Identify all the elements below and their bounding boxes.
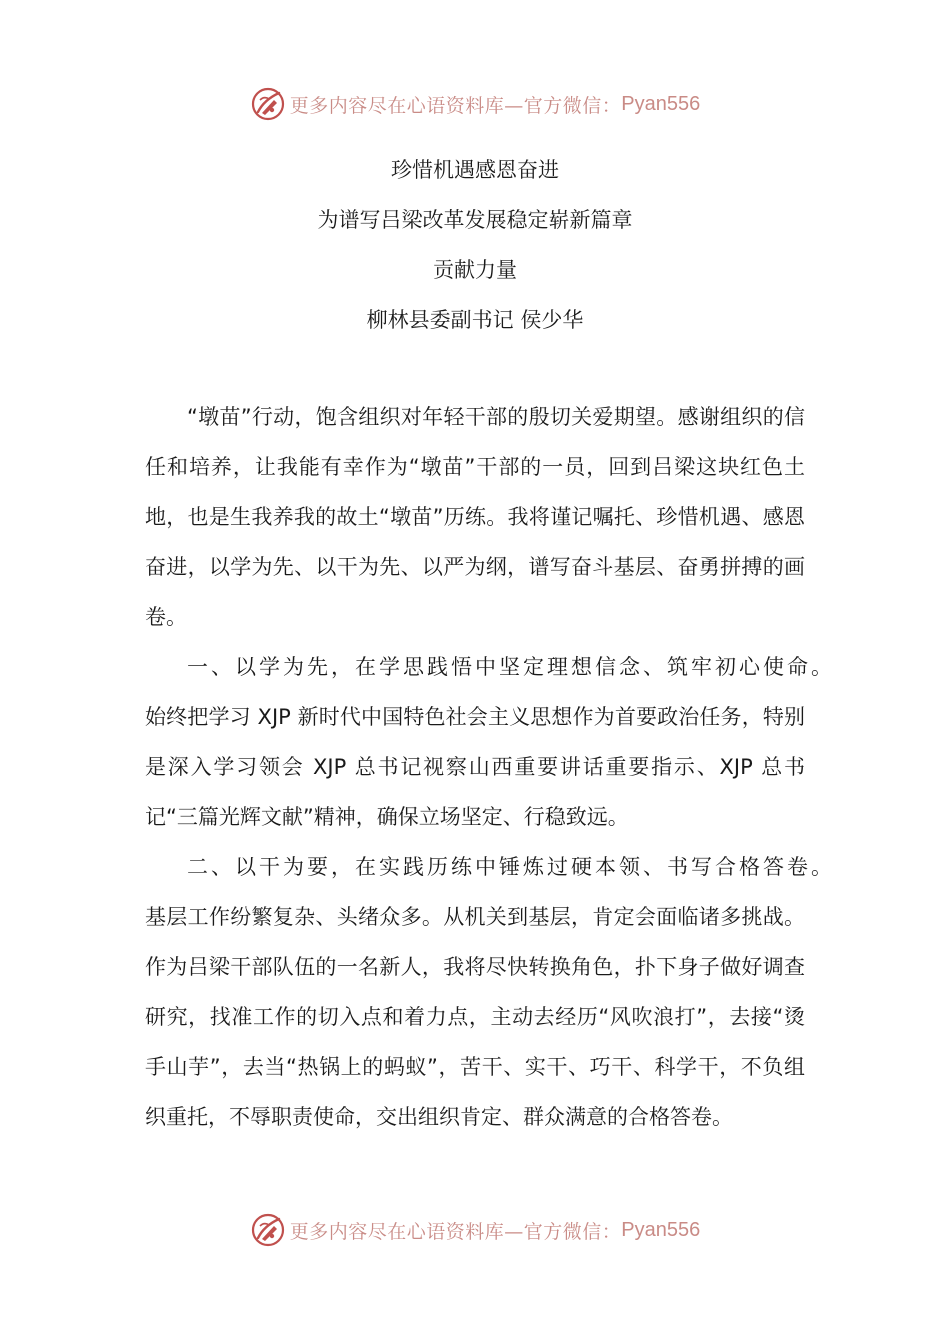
- author-line: 柳林县委副书记 侯少华: [366, 308, 584, 332]
- title-line-2: 为谱写吕梁改革发展稳定崭新篇章: [317, 208, 633, 232]
- title-line-1: 珍惜机遇感恩奋进: [391, 158, 559, 182]
- watermark-logo-icon: [250, 1212, 286, 1248]
- watermark-logo-icon: [250, 86, 286, 122]
- intro-paragraph: “墩苗”行动，饱含组织对年轻干部的殷切关爱期望。感谢组织的信任和培养，让我能有幸作为“墩苗”干部的一员，回到吕梁这块红色土地，也是生我养我的故土“墩苗”历练。我将谨记嘱托、珍惜机遇、感恩奋进，以学为先、以干为先、以严为纲，谱写奋斗基层、奋勇拼搏的画卷。: [145, 405, 805, 629]
- section-2-heading: 二、以干为要，在实践历练中锤炼过硬本领、书写合格答卷。: [187, 855, 835, 879]
- section-2: [145, 842, 835, 1142]
- title-line-3: 贡献力量: [433, 258, 517, 282]
- watermark-banner-top: [0, 84, 950, 124]
- section-1-text: 始终把学习 XJP 新时代中国特色社会主义思想作为首要政治任务，特别是深入学习领会 XJP 总书记视察山西重要讲话重要指示、XJP 总书记“三篇光辉文献”精神，确保立场坚定、行稳致远。: [145, 705, 805, 829]
- watermark-wechat-id: Pyan556: [621, 92, 701, 115]
- watermark-banner-bottom: [0, 1210, 950, 1250]
- watermark-wechat-id: Pyan556: [621, 1218, 701, 1241]
- watermark-text: 更多内容尽在心语资料库—官方微信：: [289, 94, 622, 117]
- watermark-text: 更多内容尽在心语资料库—官方微信：: [289, 1220, 622, 1243]
- section-2-text: 基层工作纷繁复杂、头绪众多。从机关到基层，肯定会面临诸多挑战。作为吕梁干部队伍的一名新人，我将尽快转换角色，扑下身子做好调查研究，找准工作的切入点和着力点，主动去经历“风吹浪打”，去接“烫手山芋”，去当“热锅上的蚂蚁”，苦干、实干、巧干、科学干，不负组织重托，不辱职责使命，交出组织肯定、群众满意的合格答卷。: [145, 905, 805, 1129]
- section-1-heading: 一、以学为先，在学思践悟中坚定理想信念、筑牢初心使命。: [187, 655, 835, 679]
- section-1: [145, 642, 835, 842]
